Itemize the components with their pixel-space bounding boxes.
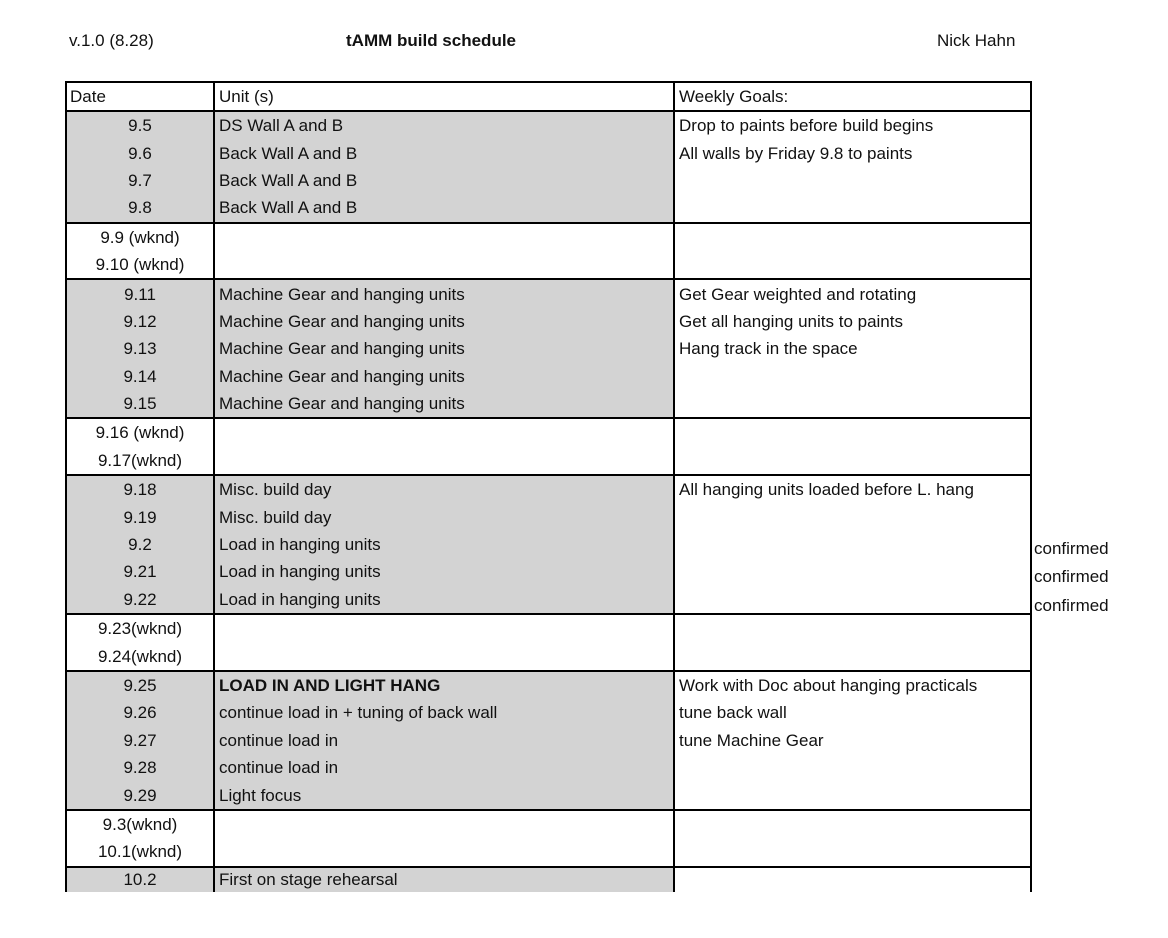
- schedule-row: [66, 781, 1031, 809]
- date-cell: 9.18: [66, 475, 214, 503]
- unit-cell: [214, 838, 674, 866]
- schedule-row: [66, 614, 1031, 642]
- unit-cell: [214, 418, 674, 446]
- date-cell: 9.2: [66, 531, 214, 558]
- date-cell: 9.7: [66, 167, 214, 194]
- goal-cell: Get Gear weighted and rotating: [674, 279, 1031, 307]
- date-cell: 10.2: [66, 867, 214, 892]
- date-cell: 9.16 (wknd): [66, 418, 214, 446]
- date-cell: 9.27: [66, 727, 214, 754]
- table-header-row: [66, 82, 1031, 111]
- date-cell: 9.29: [66, 781, 214, 809]
- unit-cell: Machine Gear and hanging units: [214, 390, 674, 418]
- date-cell: 9.6: [66, 139, 214, 166]
- date-cell: 10.1(wknd): [66, 838, 214, 866]
- date-cell: 9.22: [66, 586, 214, 614]
- goal-cell: All hanging units loaded before L. hang: [674, 475, 1031, 503]
- date-cell: 9.19: [66, 503, 214, 530]
- schedule-row: [66, 558, 1031, 585]
- unit-cell: [214, 810, 674, 838]
- unit-cell: [214, 251, 674, 279]
- unit-cell: Load in hanging units: [214, 586, 674, 614]
- unit-cell: LOAD IN AND LIGHT HANG: [214, 671, 674, 699]
- schedule-row: [66, 223, 1031, 251]
- confirmed-note: confirmed: [1034, 596, 1109, 615]
- date-cell: 9.17(wknd): [66, 447, 214, 475]
- schedule-row: [66, 727, 1031, 754]
- confirmed-note: confirmed: [1034, 539, 1109, 558]
- unit-cell: [214, 447, 674, 475]
- date-cell: 9.3(wknd): [66, 810, 214, 838]
- goal-cell: [674, 223, 1031, 251]
- schedule-row: [66, 251, 1031, 279]
- schedule-row: [66, 699, 1031, 726]
- goal-cell: [674, 614, 1031, 642]
- goal-cell: [674, 390, 1031, 418]
- goal-cell: Hang track in the space: [674, 335, 1031, 362]
- date-cell: 9.28: [66, 754, 214, 781]
- date-cell: 9.26: [66, 699, 214, 726]
- date-cell: 9.11: [66, 279, 214, 307]
- document-title: tAMM build schedule: [346, 31, 516, 50]
- goal-cell: [674, 251, 1031, 279]
- schedule-row: [66, 503, 1031, 530]
- author-name: Nick Hahn: [937, 31, 1016, 50]
- schedule-row: [66, 838, 1031, 866]
- goal-cell: [674, 363, 1031, 390]
- goal-cell: [674, 167, 1031, 194]
- unit-cell: continue load in + tuning of back wall: [214, 699, 674, 726]
- schedule-row: [66, 810, 1031, 838]
- unit-cell: Load in hanging units: [214, 558, 674, 585]
- goal-cell: [674, 418, 1031, 446]
- unit-cell: Back Wall A and B: [214, 167, 674, 194]
- goal-cell: tune back wall: [674, 699, 1031, 726]
- date-cell: 9.13: [66, 335, 214, 362]
- date-cell: 9.25: [66, 671, 214, 699]
- goal-cell: [674, 194, 1031, 222]
- unit-cell: continue load in: [214, 727, 674, 754]
- schedule-row: [66, 194, 1031, 222]
- schedule-row: [66, 139, 1031, 166]
- schedule-row: [66, 279, 1031, 307]
- date-cell: 9.10 (wknd): [66, 251, 214, 279]
- schedule-row: [66, 418, 1031, 446]
- schedule-row: [66, 390, 1031, 418]
- unit-cell: Back Wall A and B: [214, 194, 674, 222]
- column-header-weekly-goals: Weekly Goals:: [674, 82, 1031, 111]
- date-cell: 9.14: [66, 363, 214, 390]
- unit-cell: Machine Gear and hanging units: [214, 335, 674, 362]
- schedule-row: [66, 754, 1031, 781]
- schedule-row: [66, 167, 1031, 194]
- goal-cell: Get all hanging units to paints: [674, 308, 1031, 335]
- column-header-units: Unit (s): [214, 82, 674, 111]
- unit-cell: Misc. build day: [214, 503, 674, 530]
- goal-cell: [674, 447, 1031, 475]
- unit-cell: Back Wall A and B: [214, 139, 674, 166]
- goal-cell: [674, 754, 1031, 781]
- goal-cell: Work with Doc about hanging practicals: [674, 671, 1031, 699]
- date-cell: 9.23(wknd): [66, 614, 214, 642]
- goal-cell: [674, 867, 1031, 892]
- schedule-row: [66, 335, 1031, 362]
- build-schedule-table: [65, 81, 1032, 892]
- column-header-date: Date: [66, 82, 214, 111]
- schedule-row: [66, 867, 1031, 892]
- date-cell: 9.24(wknd): [66, 642, 214, 670]
- unit-cell: Misc. build day: [214, 475, 674, 503]
- goal-cell: [674, 531, 1031, 558]
- unit-cell: [214, 614, 674, 642]
- schedule-row: [66, 308, 1031, 335]
- unit-cell: DS Wall A and B: [214, 111, 674, 139]
- unit-cell: continue load in: [214, 754, 674, 781]
- goal-cell: [674, 503, 1031, 530]
- date-cell: 9.21: [66, 558, 214, 585]
- schedule-row: [66, 447, 1031, 475]
- goal-cell: [674, 586, 1031, 614]
- unit-cell: Load in hanging units: [214, 531, 674, 558]
- unit-cell: [214, 223, 674, 251]
- date-cell: 9.5: [66, 111, 214, 139]
- schedule-row: [66, 111, 1031, 139]
- goal-cell: [674, 810, 1031, 838]
- schedule-row: [66, 363, 1031, 390]
- date-cell: 9.8: [66, 194, 214, 222]
- unit-cell: First on stage rehearsal: [214, 867, 674, 892]
- date-cell: 9.12: [66, 308, 214, 335]
- goal-cell: [674, 838, 1031, 866]
- schedule-row: [66, 586, 1031, 614]
- schedule-row: [66, 475, 1031, 503]
- confirmed-note: confirmed: [1034, 567, 1109, 586]
- goal-cell: Drop to paints before build begins: [674, 111, 1031, 139]
- unit-cell: Machine Gear and hanging units: [214, 363, 674, 390]
- version-label: v.1.0 (8.28): [69, 31, 154, 50]
- unit-cell: [214, 642, 674, 670]
- unit-cell: Light focus: [214, 781, 674, 809]
- goal-cell: All walls by Friday 9.8 to paints: [674, 139, 1031, 166]
- goal-cell: [674, 558, 1031, 585]
- unit-cell: Machine Gear and hanging units: [214, 279, 674, 307]
- schedule-row: [66, 642, 1031, 670]
- schedule-row: [66, 531, 1031, 558]
- date-cell: 9.9 (wknd): [66, 223, 214, 251]
- goal-cell: tune Machine Gear: [674, 727, 1031, 754]
- schedule-row: [66, 671, 1031, 699]
- unit-cell: Machine Gear and hanging units: [214, 308, 674, 335]
- goal-cell: [674, 642, 1031, 670]
- date-cell: 9.15: [66, 390, 214, 418]
- goal-cell: [674, 781, 1031, 809]
